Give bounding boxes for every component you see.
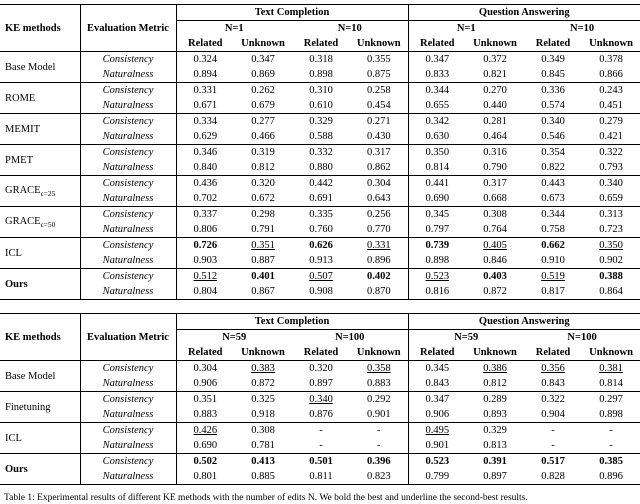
metric-label: Naturalness xyxy=(80,407,176,423)
value-cell: 0.436 xyxy=(176,176,234,192)
value-cell: 0.902 xyxy=(599,255,623,266)
table-row xyxy=(0,129,640,145)
method-name: Ours xyxy=(0,454,80,485)
metric-label: Consistency xyxy=(80,83,176,99)
value-cell: 0.403 xyxy=(466,269,524,285)
n-header: N=10 xyxy=(570,23,595,34)
leaf-header: Related xyxy=(524,345,582,361)
value-cell: 0.671 xyxy=(176,98,234,114)
value-cell: 0.702 xyxy=(176,191,234,207)
table-row xyxy=(0,284,640,300)
method-name: Base Model xyxy=(0,52,80,83)
ke-methods-header: KE methods xyxy=(0,5,80,52)
value-cell: 0.812 xyxy=(251,162,275,173)
value-cell: 0.345 xyxy=(408,207,466,223)
value-cell: 0.358 xyxy=(350,361,408,377)
table-row xyxy=(0,52,640,68)
value-cell: 0.523 xyxy=(408,454,466,470)
value-cell: 0.440 xyxy=(483,100,507,111)
value-cell: 0.310 xyxy=(292,83,350,99)
value-cell: 0.318 xyxy=(292,52,350,68)
group-header: Question Answering xyxy=(408,5,640,21)
value-cell: 0.466 xyxy=(251,131,275,142)
value-cell: 0.843 xyxy=(541,378,565,389)
value-cell: 0.355 xyxy=(350,52,408,68)
value-cell: 0.898 xyxy=(408,253,466,269)
table-row xyxy=(0,423,640,439)
value-cell: 0.898 xyxy=(599,409,623,420)
metric-label: Consistency xyxy=(80,454,176,470)
method-name: MEMIT xyxy=(0,114,80,145)
metric-label: Naturalness xyxy=(80,98,176,114)
table-row xyxy=(0,222,640,238)
value-cell: 0.345 xyxy=(408,361,466,377)
method-name: PMET xyxy=(0,145,80,176)
value-cell: 0.523 xyxy=(408,269,466,285)
value-cell: 0.396 xyxy=(350,454,408,470)
group-header: Question Answering xyxy=(408,314,640,330)
value-cell: 0.843 xyxy=(408,376,466,392)
value-cell: 0.799 xyxy=(408,469,466,485)
value-cell: 0.880 xyxy=(309,162,333,173)
value-cell: 0.262 xyxy=(234,83,292,99)
leaf-header: Related xyxy=(292,345,350,361)
value-cell: 0.691 xyxy=(309,193,333,204)
table-row xyxy=(0,98,640,114)
value-cell: 0.289 xyxy=(466,392,524,408)
method-name: ICL xyxy=(0,423,80,454)
metric-label: Naturalness xyxy=(80,129,176,145)
value-cell: 0.320 xyxy=(292,361,350,377)
value-cell: 0.388 xyxy=(582,269,640,285)
value-cell: 0.342 xyxy=(408,114,466,130)
value-cell: 0.401 xyxy=(234,269,292,285)
value-cell: - xyxy=(582,423,640,439)
value-cell: 0.588 xyxy=(309,131,333,142)
value-cell: 0.297 xyxy=(582,392,640,408)
table-caption: Table 1: Experimental results of different KE methods with the number of edits N. We bold the best and underline the second-best results. xyxy=(4,493,528,503)
data-table xyxy=(0,313,640,485)
value-cell: 0.875 xyxy=(366,69,391,80)
leaf-header: Related xyxy=(408,36,466,52)
group-header: Text Completion xyxy=(176,5,408,21)
value-cell: 0.319 xyxy=(234,145,292,161)
table-row xyxy=(0,67,640,83)
value-cell: 0.383 xyxy=(234,361,292,377)
value-cell: 0.760 xyxy=(309,224,333,235)
value-cell: 0.901 xyxy=(366,409,391,420)
value-cell: 0.271 xyxy=(350,114,408,130)
value-cell: 0.317 xyxy=(350,145,408,161)
value-cell: 0.813 xyxy=(483,440,507,451)
value-cell: 0.331 xyxy=(350,238,408,254)
value-cell: 0.356 xyxy=(524,361,582,377)
results-table-top xyxy=(0,4,640,300)
value-cell: - xyxy=(350,423,408,439)
value-cell: 0.329 xyxy=(292,114,350,130)
value-cell: 0.501 xyxy=(292,454,350,470)
metric-label: Consistency xyxy=(80,114,176,130)
value-cell: 0.574 xyxy=(541,100,565,111)
value-cell: 0.426 xyxy=(176,423,234,439)
header-row-groups xyxy=(0,314,640,330)
value-cell: 0.344 xyxy=(524,207,582,223)
leaf-header: Unknown xyxy=(466,345,524,361)
method-subscript: ϵ=25 xyxy=(40,189,56,199)
value-cell: 0.281 xyxy=(466,114,524,130)
results-table-bottom xyxy=(0,313,640,485)
value-cell: 0.770 xyxy=(366,224,391,235)
table-row xyxy=(0,83,640,99)
value-cell: 0.298 xyxy=(234,207,292,223)
value-cell: 0.349 xyxy=(524,52,582,68)
value-cell: 0.335 xyxy=(292,207,350,223)
value-cell: 0.381 xyxy=(582,361,640,377)
value-cell: 0.340 xyxy=(582,176,640,192)
table-row xyxy=(0,160,640,176)
value-cell: 0.313 xyxy=(582,207,640,223)
eval-metric-header: Evaluation Metric xyxy=(80,5,176,52)
leaf-header: Related xyxy=(408,345,466,361)
leaf-header: Unknown xyxy=(350,36,408,52)
value-cell: 0.351 xyxy=(234,238,292,254)
value-cell: 0.904 xyxy=(541,409,565,420)
value-cell: 0.378 xyxy=(582,52,640,68)
metric-label: Consistency xyxy=(80,361,176,377)
table-head xyxy=(0,5,640,52)
n-header: N=100 xyxy=(567,332,597,343)
value-cell: 0.512 xyxy=(176,269,234,285)
value-cell: 0.723 xyxy=(599,224,623,235)
table-row xyxy=(0,407,640,423)
value-cell: 0.903 xyxy=(176,253,234,269)
value-cell: 0.517 xyxy=(524,454,582,470)
metric-label: Naturalness xyxy=(80,376,176,392)
value-cell: 0.781 xyxy=(251,440,275,451)
value-cell: 0.811 xyxy=(309,471,333,482)
value-cell: 0.906 xyxy=(176,376,234,392)
value-cell: 0.764 xyxy=(483,224,507,235)
value-cell: 0.308 xyxy=(234,423,292,439)
value-cell: 0.910 xyxy=(541,255,565,266)
value-cell: - xyxy=(524,423,582,439)
value-cell: 0.894 xyxy=(176,67,234,83)
metric-label: Naturalness xyxy=(80,284,176,300)
metric-label: Naturalness xyxy=(80,438,176,454)
data-table xyxy=(0,4,640,300)
table-row xyxy=(0,114,640,130)
value-cell: 0.823 xyxy=(366,471,391,482)
value-cell: 0.454 xyxy=(366,100,391,111)
value-cell: 0.442 xyxy=(292,176,350,192)
value-cell: 0.331 xyxy=(176,83,234,99)
method-subscript: ϵ=50 xyxy=(40,220,56,230)
value-cell: 0.337 xyxy=(176,207,234,223)
value-cell: 0.872 xyxy=(251,378,275,389)
value-cell: 0.845 xyxy=(541,69,565,80)
group-header: Text Completion xyxy=(176,314,408,330)
value-cell: 0.464 xyxy=(483,131,507,142)
value-cell: 0.304 xyxy=(350,176,408,192)
metric-label: Consistency xyxy=(80,238,176,254)
value-cell: 0.322 xyxy=(582,145,640,161)
value-cell: 0.292 xyxy=(350,392,408,408)
value-cell: 0.866 xyxy=(599,69,623,80)
value-cell: 0.258 xyxy=(350,83,408,99)
value-cell: 0.391 xyxy=(466,454,524,470)
value-cell: 0.833 xyxy=(408,67,466,83)
metric-label: Consistency xyxy=(80,145,176,161)
value-cell: 0.344 xyxy=(408,83,466,99)
ke-methods-header: KE methods xyxy=(0,314,80,361)
value-cell: 0.908 xyxy=(309,286,333,297)
value-cell: 0.739 xyxy=(408,238,466,254)
metric-label: Consistency xyxy=(80,423,176,439)
value-cell: 0.726 xyxy=(176,238,234,254)
table-head xyxy=(0,314,640,361)
table-row xyxy=(0,145,640,161)
value-cell: 0.790 xyxy=(483,162,507,173)
value-cell: 0.869 xyxy=(251,69,275,80)
value-cell: 0.316 xyxy=(466,145,524,161)
table-row xyxy=(0,191,640,207)
value-cell: 0.793 xyxy=(599,162,623,173)
value-cell: 0.372 xyxy=(466,52,524,68)
value-cell: - xyxy=(377,440,381,451)
value-cell: 0.896 xyxy=(366,255,391,266)
value-cell: 0.668 xyxy=(483,193,507,204)
value-cell: 0.546 xyxy=(541,131,565,142)
value-cell: 0.324 xyxy=(176,52,234,68)
value-cell: 0.630 xyxy=(408,129,466,145)
table-row xyxy=(0,361,640,377)
value-cell: 0.893 xyxy=(483,409,507,420)
value-cell: 0.629 xyxy=(176,129,234,145)
header-row-groups xyxy=(0,5,640,21)
table-row xyxy=(0,454,640,470)
metric-label: Naturalness xyxy=(80,160,176,176)
value-cell: 0.332 xyxy=(292,145,350,161)
n-header: N=59 xyxy=(408,330,524,346)
value-cell: 0.876 xyxy=(309,409,333,420)
value-cell: 0.347 xyxy=(408,392,466,408)
value-cell: 0.901 xyxy=(408,438,466,454)
value-cell: 0.320 xyxy=(234,176,292,192)
value-cell: 0.870 xyxy=(366,286,391,297)
value-cell: 0.347 xyxy=(408,52,466,68)
value-cell: 0.317 xyxy=(466,176,524,192)
value-cell: 0.817 xyxy=(541,286,565,297)
value-cell: 0.814 xyxy=(408,160,466,176)
value-cell: 0.690 xyxy=(176,438,234,454)
value-cell: 0.351 xyxy=(176,392,234,408)
value-cell: 0.329 xyxy=(466,423,524,439)
metric-label: Naturalness xyxy=(80,469,176,485)
leaf-header: Unknown xyxy=(350,345,408,361)
metric-label: Consistency xyxy=(80,392,176,408)
value-cell: 0.812 xyxy=(483,378,507,389)
value-cell: 0.883 xyxy=(176,407,234,423)
n-header: N=1 xyxy=(408,21,524,37)
method-name: $GRACE_{\epsilon=50}$ xyxy=(0,207,80,238)
value-cell: 0.659 xyxy=(599,193,623,204)
value-cell: 0.519 xyxy=(524,269,582,285)
value-cell: 0.325 xyxy=(234,392,292,408)
n-header: N=100 xyxy=(335,332,365,343)
table-row xyxy=(0,392,640,408)
value-cell: 0.897 xyxy=(309,378,333,389)
value-cell: 0.430 xyxy=(366,131,391,142)
value-cell: 0.797 xyxy=(408,222,466,238)
value-cell: 0.822 xyxy=(541,162,565,173)
table-row xyxy=(0,376,640,392)
value-cell: 0.801 xyxy=(176,469,234,485)
table-row xyxy=(0,238,640,254)
table-row xyxy=(0,176,640,192)
value-cell: 0.655 xyxy=(408,98,466,114)
value-cell: 0.385 xyxy=(582,454,640,470)
metric-label: Consistency xyxy=(80,52,176,68)
value-cell: 0.405 xyxy=(466,238,524,254)
value-cell: 0.443 xyxy=(524,176,582,192)
value-cell: 0.883 xyxy=(366,378,391,389)
method-name: ROME xyxy=(0,83,80,114)
value-cell: 0.867 xyxy=(251,286,275,297)
value-cell: 0.672 xyxy=(251,193,275,204)
value-cell: 0.495 xyxy=(408,423,466,439)
table-row xyxy=(0,253,640,269)
value-cell: - xyxy=(292,423,350,439)
value-cell: 0.421 xyxy=(599,131,623,142)
leaf-header: Related xyxy=(524,36,582,52)
value-cell: 0.662 xyxy=(524,238,582,254)
value-cell: 0.610 xyxy=(309,100,333,111)
value-cell: 0.340 xyxy=(292,392,350,408)
metric-label: Consistency xyxy=(80,269,176,285)
value-cell: 0.758 xyxy=(541,224,565,235)
leaf-header: Unknown xyxy=(234,345,292,361)
table-body xyxy=(0,361,640,485)
value-cell: 0.679 xyxy=(251,100,275,111)
value-cell: 0.336 xyxy=(524,83,582,99)
table-row xyxy=(0,207,640,223)
value-cell: 0.862 xyxy=(366,162,391,173)
metric-label: Consistency xyxy=(80,176,176,192)
leaf-header: Unknown xyxy=(582,345,640,361)
value-cell: 0.277 xyxy=(234,114,292,130)
value-cell: 0.346 xyxy=(176,145,234,161)
leaf-header: Related xyxy=(176,36,234,52)
value-cell: 0.816 xyxy=(408,284,466,300)
value-cell: 0.386 xyxy=(466,361,524,377)
value-cell: - xyxy=(551,440,555,451)
value-cell: 0.791 xyxy=(251,224,275,235)
eval-metric-header: Evaluation Metric xyxy=(80,314,176,361)
value-cell: 0.279 xyxy=(582,114,640,130)
value-cell: 0.690 xyxy=(408,191,466,207)
value-cell: 0.673 xyxy=(541,193,565,204)
leaf-header: Unknown xyxy=(582,36,640,52)
value-cell: 0.243 xyxy=(582,83,640,99)
leaf-header: Unknown xyxy=(466,36,524,52)
value-cell: 0.864 xyxy=(599,286,623,297)
table-row xyxy=(0,469,640,485)
leaf-header: Unknown xyxy=(234,36,292,52)
value-cell: 0.340 xyxy=(524,114,582,130)
value-cell: 0.918 xyxy=(251,409,275,420)
value-cell: 0.872 xyxy=(483,286,507,297)
n-header: N=1 xyxy=(176,21,292,37)
value-cell: 0.643 xyxy=(366,193,391,204)
value-cell: 0.821 xyxy=(483,69,507,80)
value-cell: 0.441 xyxy=(408,176,466,192)
value-cell: 0.804 xyxy=(176,284,234,300)
metric-label: Naturalness xyxy=(80,222,176,238)
metric-label: Naturalness xyxy=(80,191,176,207)
value-cell: 0.828 xyxy=(541,471,565,482)
value-cell: 0.507 xyxy=(292,269,350,285)
metric-label: Naturalness xyxy=(80,253,176,269)
value-cell: 0.806 xyxy=(176,222,234,238)
metric-label: Consistency xyxy=(80,207,176,223)
value-cell: 0.502 xyxy=(176,454,234,470)
value-cell: 0.626 xyxy=(292,238,350,254)
value-cell: 0.350 xyxy=(408,145,466,161)
value-cell: 0.350 xyxy=(582,238,640,254)
value-cell: 0.451 xyxy=(599,100,623,111)
method-name: Ours xyxy=(0,269,80,300)
value-cell: 0.334 xyxy=(176,114,234,130)
value-cell: 0.887 xyxy=(251,255,275,266)
value-cell: - xyxy=(609,440,613,451)
value-cell: 0.270 xyxy=(466,83,524,99)
table-row xyxy=(0,269,640,285)
table-body xyxy=(0,52,640,300)
value-cell: 0.354 xyxy=(524,145,582,161)
method-name: ICL xyxy=(0,238,80,269)
value-cell: 0.885 xyxy=(251,471,275,482)
method-name: Finetuning xyxy=(0,392,80,423)
value-cell: 0.402 xyxy=(350,269,408,285)
value-cell: 0.840 xyxy=(176,160,234,176)
value-cell: 0.897 xyxy=(483,471,507,482)
method-name: $GRACE_{\epsilon=25}$ xyxy=(0,176,80,207)
value-cell: - xyxy=(319,440,323,451)
value-cell: 0.898 xyxy=(309,69,333,80)
value-cell: 0.347 xyxy=(234,52,292,68)
metric-label: Naturalness xyxy=(80,67,176,83)
value-cell: 0.913 xyxy=(309,255,333,266)
value-cell: 0.304 xyxy=(176,361,234,377)
value-cell: 0.413 xyxy=(234,454,292,470)
value-cell: 0.308 xyxy=(466,207,524,223)
value-cell: 0.906 xyxy=(408,407,466,423)
method-name: Base Model xyxy=(0,361,80,392)
value-cell: 0.846 xyxy=(483,255,507,266)
leaf-header: Related xyxy=(176,345,234,361)
value-cell: 0.322 xyxy=(524,392,582,408)
table-row xyxy=(0,438,640,454)
n-header: N=10 xyxy=(337,23,362,34)
value-cell: 0.256 xyxy=(350,207,408,223)
value-cell: 0.814 xyxy=(599,378,623,389)
leaf-header: Related xyxy=(292,36,350,52)
value-cell: 0.896 xyxy=(599,471,623,482)
n-header: N=59 xyxy=(176,330,292,346)
